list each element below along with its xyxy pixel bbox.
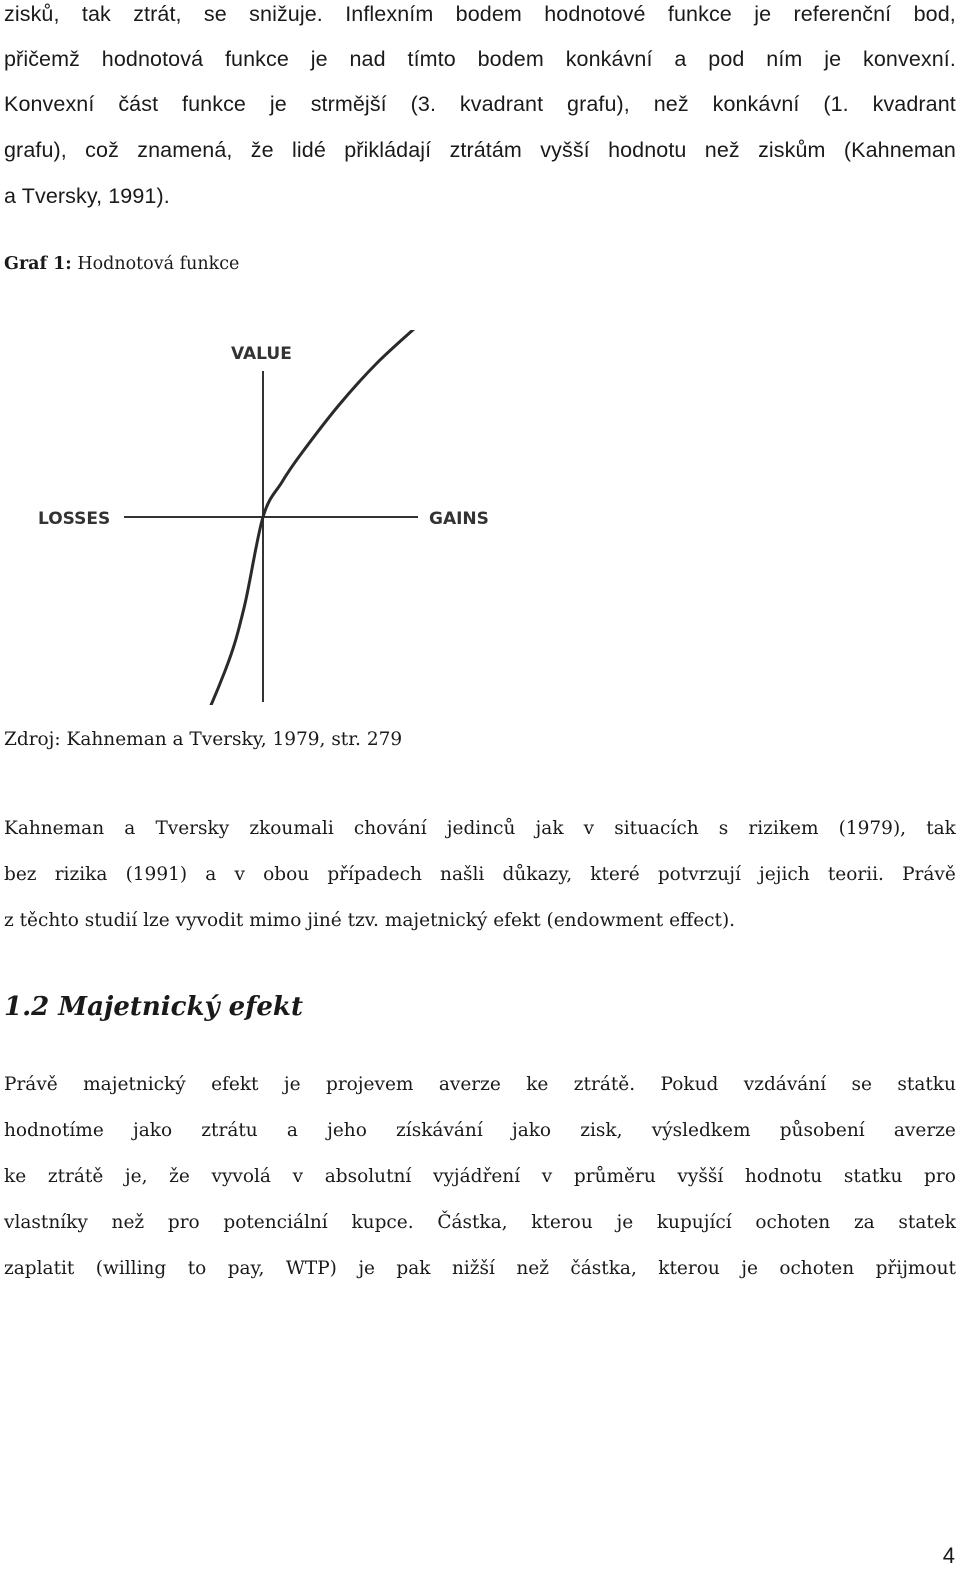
word: ztrátě — [47, 1166, 104, 1187]
word: průměru — [573, 1166, 656, 1187]
word: ke — [526, 1074, 549, 1095]
word: působení — [779, 1120, 865, 1141]
word: jejich — [759, 864, 810, 885]
word: (1991) — [125, 864, 188, 885]
word: jak — [535, 818, 564, 839]
paragraph-line — [4, 818, 956, 839]
word: bodem — [455, 2, 522, 26]
word: to — [187, 1258, 207, 1279]
word: ochoten — [755, 1212, 831, 1233]
word: je — [741, 1258, 758, 1279]
word: snižuje. — [249, 2, 323, 26]
word: je — [824, 47, 842, 71]
word: averze — [438, 1074, 501, 1095]
x-axis-losses-label: LOSSES — [38, 509, 111, 529]
word: je — [616, 1212, 634, 1233]
word: kupující — [656, 1212, 732, 1233]
word: vyšší — [540, 138, 590, 162]
word: ním — [766, 47, 803, 71]
word: kterou — [531, 1212, 593, 1233]
word: v — [583, 818, 595, 839]
word: je — [754, 2, 772, 26]
word: za — [853, 1212, 875, 1233]
word: a — [286, 1120, 298, 1141]
word: což — [85, 138, 119, 162]
word: pod — [708, 47, 745, 71]
word: které — [590, 864, 640, 885]
word: v — [292, 1166, 304, 1187]
word: referenční — [793, 2, 892, 26]
word: bod, — [913, 2, 956, 26]
word: hodnotíme — [4, 1120, 104, 1141]
word: (1. — [823, 92, 849, 116]
word: vzdávání — [743, 1074, 827, 1095]
word: Částka, — [437, 1212, 508, 1233]
word: kupce. — [351, 1212, 414, 1233]
word: bez — [4, 864, 37, 885]
word: a — [674, 47, 687, 71]
paragraph-line — [4, 92, 956, 117]
word: (willing — [95, 1258, 167, 1279]
word: ochoten — [779, 1258, 855, 1279]
word: hodnotu — [744, 1166, 823, 1187]
section-heading: 1.2 Majetnický efekt — [4, 992, 303, 1022]
word: kvadrant — [872, 92, 956, 116]
word: lidé — [292, 138, 326, 162]
word: potenciální — [223, 1212, 328, 1233]
word: se — [203, 2, 227, 26]
word: funkce — [182, 92, 246, 116]
word: konkávní — [712, 92, 800, 116]
word: se — [851, 1074, 872, 1095]
word: než — [653, 92, 689, 116]
word: a — [124, 818, 136, 839]
word: přičemž — [4, 47, 80, 71]
word: obou — [263, 864, 310, 885]
word: statku — [897, 1074, 956, 1095]
word: rizikem — [748, 818, 819, 839]
word: kterou — [658, 1258, 720, 1279]
word: absolutní — [324, 1166, 412, 1187]
word: jako — [511, 1120, 552, 1141]
paragraph-line — [4, 47, 956, 72]
word: efekt — [211, 1074, 259, 1095]
paragraph-line — [4, 1166, 956, 1187]
word: Konvexní — [4, 92, 95, 116]
paragraph-line — [4, 138, 956, 163]
word: část — [118, 92, 159, 116]
word: majetnický — [83, 1074, 186, 1095]
word: hodnotová — [101, 47, 204, 71]
figure-label-number: Graf 1: — [4, 254, 72, 274]
word: statek — [898, 1212, 956, 1233]
word: situacích — [614, 818, 699, 839]
word: averze — [893, 1120, 956, 1141]
word: bodem — [477, 47, 544, 71]
word: Inflexním — [345, 2, 434, 26]
word: než — [111, 1212, 145, 1233]
word: konvexní. — [863, 47, 956, 71]
word: ztrátě. — [573, 1074, 636, 1095]
word: chování — [353, 818, 427, 839]
word: než — [704, 138, 740, 162]
word: ztrátu — [201, 1120, 258, 1141]
word: zkoumali — [249, 818, 334, 839]
word: výsledkem — [651, 1120, 751, 1141]
word: jedinců — [446, 818, 516, 839]
word: tak — [926, 818, 956, 839]
paragraph-line: z těchto studií lze vyvodit mimo jiné tzv. majetnický efekt (endowment effect). — [4, 910, 736, 931]
word: funkce — [224, 47, 289, 71]
word: je — [269, 92, 287, 116]
word: Kahneman — [4, 818, 105, 839]
word: přijmout — [875, 1258, 956, 1279]
word: potvrzují — [657, 864, 741, 885]
word: je, — [124, 1166, 148, 1187]
word: vyjádření — [433, 1166, 521, 1187]
paragraph-line — [4, 1120, 956, 1141]
word: než — [516, 1258, 549, 1279]
paragraph-line — [4, 2, 956, 27]
word: funkce — [667, 2, 732, 26]
paragraph-line — [4, 1074, 956, 1095]
word: strmější — [310, 92, 387, 116]
paragraph-line — [4, 1212, 956, 1233]
word: vlastníky — [4, 1212, 88, 1233]
word: vyvolá — [211, 1166, 271, 1187]
word: zaplatit — [4, 1258, 75, 1279]
paragraph-line — [4, 1258, 956, 1279]
word: případech — [327, 864, 422, 885]
word: v — [541, 1166, 553, 1187]
word: částka, — [570, 1258, 637, 1279]
word: tímto — [407, 47, 456, 71]
word: našli — [440, 864, 485, 885]
value-function-chart — [0, 330, 520, 705]
word: přikládají — [344, 138, 432, 162]
word: že — [169, 1166, 190, 1187]
word: hodnotu — [608, 138, 687, 162]
word: teorii. — [827, 864, 884, 885]
paragraph-line — [4, 864, 956, 885]
page-number: 4 — [942, 1543, 955, 1568]
paragraph-line: a Tversky, 1991). — [4, 184, 170, 208]
word: ziskům — [758, 138, 826, 162]
word: je — [358, 1258, 375, 1279]
word: důkazy, — [502, 864, 573, 885]
word: projevem — [325, 1074, 414, 1095]
word: ke — [4, 1166, 27, 1187]
word: hodnotové — [544, 2, 646, 26]
word: Tversky — [155, 818, 230, 839]
word: v — [234, 864, 245, 885]
word: vyšší — [677, 1166, 724, 1187]
word: a — [205, 864, 217, 885]
word: rizika — [54, 864, 108, 885]
figure-source: Zdroj: Kahneman a Tversky, 1979, str. 279 — [4, 729, 403, 750]
word: znamená, — [137, 138, 233, 162]
word: pay, — [227, 1258, 265, 1279]
word: Právě — [902, 864, 956, 885]
word: zisků, — [4, 2, 60, 26]
word: tak — [81, 2, 111, 26]
word: grafu), — [4, 138, 67, 162]
word: WTP) — [285, 1258, 337, 1279]
x-axis-gains-label: GAINS — [429, 509, 489, 529]
word: pak — [396, 1258, 431, 1279]
figure-label-text: Hodnotová funkce — [71, 254, 240, 274]
word: konkávní — [565, 47, 653, 71]
word: (3. — [410, 92, 437, 116]
word: statku — [843, 1166, 903, 1187]
figure-label — [4, 254, 239, 274]
word: získávání — [396, 1120, 483, 1141]
word: Pokud — [660, 1074, 719, 1095]
word: s — [718, 818, 729, 839]
word: je — [310, 47, 328, 71]
word: jako — [132, 1120, 173, 1141]
word: kvadrant — [459, 92, 544, 116]
word: nižší — [451, 1258, 495, 1279]
word: je — [283, 1074, 301, 1095]
word: pro — [167, 1212, 200, 1233]
y-axis-label: VALUE — [231, 344, 292, 364]
word: (1979), — [838, 818, 907, 839]
word: pro — [924, 1166, 956, 1187]
word: grafu), — [567, 92, 630, 116]
word: jeho — [327, 1120, 367, 1141]
word: Právě — [4, 1074, 58, 1095]
word: (Kahneman — [843, 138, 956, 162]
word: ztrát, — [133, 2, 182, 26]
word: že — [250, 138, 274, 162]
word: ztrátám — [449, 138, 522, 162]
word: zisk, — [580, 1120, 623, 1141]
word: nad — [349, 47, 386, 71]
